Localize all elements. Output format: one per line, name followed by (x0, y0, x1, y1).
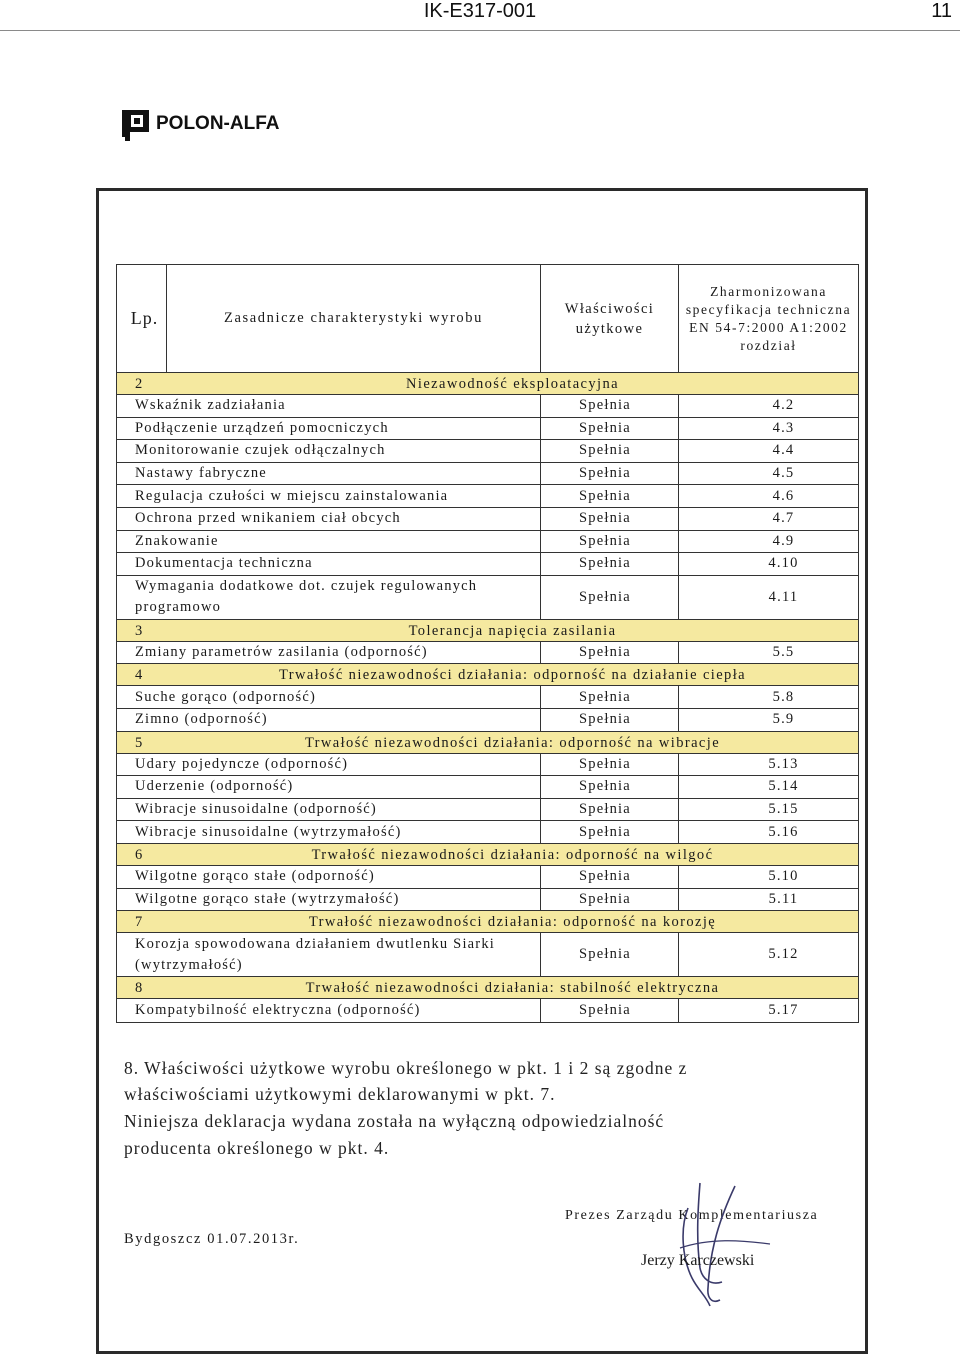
signer-role: Prezes Zarządu Komplementariusza (565, 1208, 819, 1223)
characteristic-cell: Nastawy fabryczne (117, 463, 541, 485)
characteristic-cell: Zmiany parametrów zasilania (odporność) (117, 642, 541, 664)
spec-ref-cell: 4.9 (772, 532, 795, 549)
spec-ref-cell: 5.14 (768, 778, 799, 795)
section-title: Tolerancja napięcia zasilania (408, 622, 617, 639)
section-number: 7 (135, 914, 143, 931)
document-code: IK-E317-001 (423, 0, 537, 22)
characteristic-cell: Monitorowanie czujek odłączalnych (117, 440, 541, 462)
spec-ref-cell: 4.2 (772, 397, 795, 414)
page-number: 11 (931, 0, 952, 22)
table-row (117, 933, 858, 977)
characteristic-cell: Wilgotne gorąco stałe (wytrzymałość) (117, 889, 541, 911)
property-cell: Spełnia (541, 686, 679, 708)
table-row (117, 776, 858, 799)
section-row (117, 664, 858, 686)
property-cell: Spełnia (541, 799, 679, 821)
spec-ref-cell: 5.12 (768, 946, 799, 963)
spec-ref-cell: 5.5 (772, 644, 795, 661)
spec-ref-cell: 4.5 (772, 465, 795, 482)
property-cell: Spełnia (541, 933, 679, 976)
section-row (117, 911, 858, 933)
spec-ref-cell: 5.16 (768, 823, 799, 840)
column-header-properties: Właściwości użytkowe (541, 265, 679, 372)
table-row (117, 395, 858, 418)
table-row (117, 463, 858, 486)
characteristic-cell: Korozja spowodowana działaniem dwutlenku Siarki (wytrzymałość) (117, 933, 541, 976)
page-header (0, 0, 960, 31)
characteristic-cell: Wskaźnik zadziałania (117, 395, 541, 417)
table-row (117, 531, 858, 554)
table-header-row (117, 265, 858, 373)
spec-ref-cell: 5.15 (768, 801, 799, 818)
column-header-characteristic: Zasadnicze charakterystyki wyrobu (167, 265, 541, 372)
table-row (117, 754, 858, 777)
section-number: 2 (135, 376, 143, 392)
property-cell: Spełnia (541, 418, 679, 440)
property-cell: Spełnia (541, 776, 679, 798)
property-cell: Spełnia (541, 531, 679, 553)
spec-ref-cell: 4.6 (772, 487, 795, 504)
spec-ref-cell: 5.17 (768, 1001, 799, 1018)
spec-ref-cell: 5.9 (772, 711, 795, 728)
section-number: 3 (135, 622, 143, 639)
property-cell: Spełnia (541, 463, 679, 485)
characteristic-cell: Dokumentacja techniczna (117, 553, 541, 575)
table-row (117, 576, 858, 620)
section-number: 6 (135, 846, 143, 863)
table-row (117, 866, 858, 889)
section-row (117, 977, 858, 999)
table-row (117, 485, 858, 508)
characteristic-cell: Regulacja czułości w miejscu zainstalowania (117, 485, 541, 507)
section-title: Trwałość niezawodności działania: odporność na wibracje (304, 734, 721, 751)
performance-table (116, 264, 859, 1023)
property-cell: Spełnia (541, 395, 679, 417)
characteristic-cell: Udary pojedyncze (odporność) (117, 754, 541, 776)
table-row (117, 553, 858, 576)
section-title: Trwałość niezawodności działania: odporność na działanie ciepła (279, 667, 746, 684)
section-number: 8 (135, 980, 143, 997)
characteristic-cell: Ochrona przed wnikaniem ciał obcych (117, 508, 541, 530)
characteristic-cell: Wibracje sinusoidalne (wytrzymałość) (117, 821, 541, 843)
declaration-line-2: właściwościami użytkowymi deklarowanymi w pkt. 7. (124, 1084, 556, 1104)
section-title: Niezawodność eksploatacyjna (406, 376, 619, 392)
table-row (117, 686, 858, 709)
declaration-line-1: 8. Właściwości użytkowe wyrobu określonego w pkt. 1 i 2 są zgodne z (124, 1058, 688, 1078)
logo-text: POLON-ALFA (156, 113, 280, 134)
property-cell: Spełnia (541, 576, 679, 619)
property-cell: Spełnia (541, 754, 679, 776)
property-cell: Spełnia (541, 440, 679, 462)
declaration-line-3: Niniejsza deklaracja wydana została na wyłączną odpowiedzialność (124, 1111, 665, 1131)
spec-ref-cell: 4.3 (772, 419, 795, 436)
property-cell: Spełnia (541, 642, 679, 664)
property-cell: Spełnia (541, 999, 679, 1022)
table-row (117, 889, 858, 912)
table-row (117, 440, 858, 463)
spec-ref-cell: 5.10 (768, 868, 799, 885)
section-number: 5 (135, 734, 143, 751)
place-and-date: Bydgoszcz 01.07.2013r. (124, 1231, 300, 1247)
characteristic-cell: Wymagania dodatkowe dot. czujek regulowanych programowo (117, 576, 541, 619)
characteristic-cell: Podłączenie urządzeń pomocniczych (117, 418, 541, 440)
property-cell: Spełnia (541, 485, 679, 507)
property-cell: Spełnia (541, 508, 679, 530)
property-cell: Spełnia (541, 889, 679, 911)
section-title: Trwałość niezawodności działania: stabilność elektryczna (305, 980, 720, 997)
table-row (117, 709, 858, 732)
table-row (117, 418, 858, 441)
characteristic-cell: Wilgotne gorąco stałe (odporność) (117, 866, 541, 888)
spec-ref-cell: 4.7 (772, 510, 795, 527)
declaration-line-4: producenta określonego w pkt. 4. (124, 1138, 390, 1158)
spec-ref-cell: 4.4 (772, 442, 795, 459)
table-row (117, 642, 858, 665)
property-cell: Spełnia (541, 866, 679, 888)
polon-logo-icon (122, 107, 152, 141)
spec-ref-cell: 5.11 (768, 890, 799, 907)
characteristic-cell: Kompatybilność elektryczna (odporność) (117, 999, 541, 1022)
handwritten-signature (640, 1178, 800, 1313)
table-row (117, 821, 858, 844)
section-row (117, 373, 858, 395)
signer-name: Jerzy Karczewski (641, 1252, 755, 1269)
property-cell: Spełnia (541, 821, 679, 843)
spec-ref-cell: 4.11 (768, 588, 799, 605)
column-header-lp: Lp. (117, 265, 167, 372)
characteristic-cell: Wibracje sinusoidalne (odporność) (117, 799, 541, 821)
characteristic-cell: Suche gorąco (odporność) (117, 686, 541, 708)
section-row (117, 844, 858, 866)
property-cell: Spełnia (541, 553, 679, 575)
table-row (117, 999, 858, 1022)
section-title: Trwałość niezawodności działania: odporność na wilgoć (311, 846, 714, 863)
characteristic-cell: Znakowanie (117, 531, 541, 553)
spec-ref-cell: 4.10 (768, 555, 799, 572)
spec-ref-cell: 5.13 (768, 755, 799, 772)
property-cell: Spełnia (541, 709, 679, 731)
section-row (117, 732, 858, 754)
section-number: 4 (135, 667, 143, 684)
section-title: Trwałość niezawodności działania: odporność na korozję (308, 914, 717, 931)
characteristic-cell: Uderzenie (odporność) (117, 776, 541, 798)
section-row (117, 620, 858, 642)
spec-ref-cell: 5.8 (772, 688, 795, 705)
table-row (117, 508, 858, 531)
table-row (117, 799, 858, 822)
column-header-spec: Zharmonizowana specyfikacja techniczna EN 54-7:2000 A1:2002 rozdział (685, 283, 852, 353)
characteristic-cell: Zimno (odporność) (117, 709, 541, 731)
